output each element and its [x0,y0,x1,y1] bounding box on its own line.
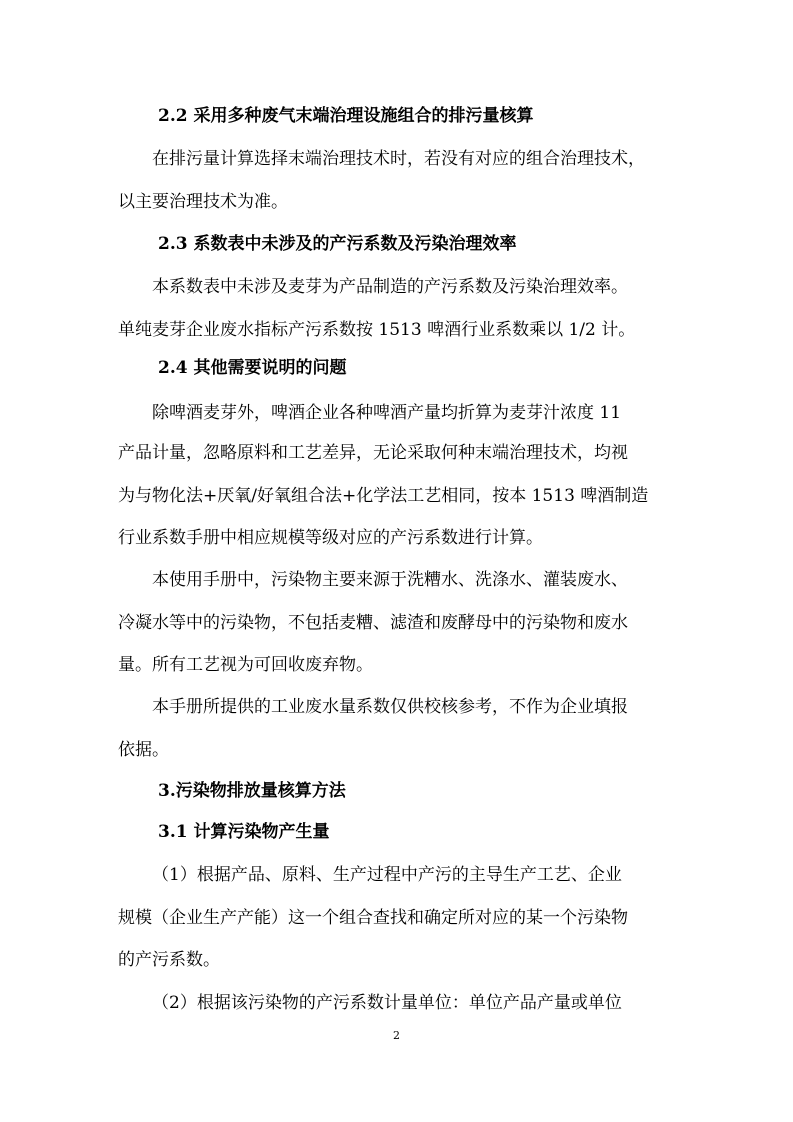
paragraph-line: 以主要治理技术为准。 [118,192,288,212]
paragraph-line: 规模（企业生产产能）这一个组合查找和确定所对应的某一个污染物 [118,908,628,928]
paragraph-line: 量。所有工艺视为可回收废弃物。 [118,655,373,675]
paragraph-line: 行业系数手册中相应规模等级对应的产污系数进行计算。 [118,528,543,548]
section-heading-3-1: 3.1 计算污染物产生量 [158,822,330,842]
paragraph-line: 本系数表中未涉及麦芽为产品制造的产污系数及污染治理效率。 [152,277,628,297]
section-heading-3: 3.污染物排放量核算方法 [158,781,346,801]
page-number: 2 [393,1029,400,1042]
paragraph-line: 本手册所提供的工业废水量系数仅供校核参考，不作为企业填报 [152,697,628,717]
paragraph-line: 单纯麦芽企业废水指标产污系数按 1513 啤酒行业系数乘以 1/2 计。 [118,320,636,340]
paragraph-line: 的产污系数。 [118,950,220,970]
section-heading-2-4: 2.4 其他需要说明的问题 [158,358,347,378]
paragraph-line: 在排污量计算选择末端治理技术时，若没有对应的组合治理技术， [152,149,645,169]
paragraph-line: （1）根据产品、原料、生产过程中产污的主导生产工艺、企业 [152,865,622,885]
paragraph-line: （2）根据该污染物的产污系数计量单位：单位产品产量或单位 [152,993,622,1013]
paragraph-line: 依据。 [118,740,169,760]
paragraph-line: 为与物化法+厌氧/好氧组合法+化学法工艺相同，按本 1513 啤酒制造 [118,486,649,506]
section-heading-2-3: 2.3 系数表中未涉及的产污系数及污染治理效率 [158,234,517,254]
paragraph-line: 本使用手册中，污染物主要来源于洗糟水、洗涤水、灌装废水、 [152,570,628,590]
paragraph-line: 除啤酒麦芽外，啤酒企业各种啤酒产量均折算为麦芽汁浓度 11 [152,403,622,423]
section-heading-2-2: 2.2 采用多种废气末端治理设施组合的排污量核算 [158,106,534,126]
paragraph-line: 产品计量，忽略原料和工艺差异，无论采取何种末端治理技术，均视 [118,443,628,463]
paragraph-line: 冷凝水等中的污染物，不包括麦糟、滤渣和废酵母中的污染物和废水 [118,613,628,633]
